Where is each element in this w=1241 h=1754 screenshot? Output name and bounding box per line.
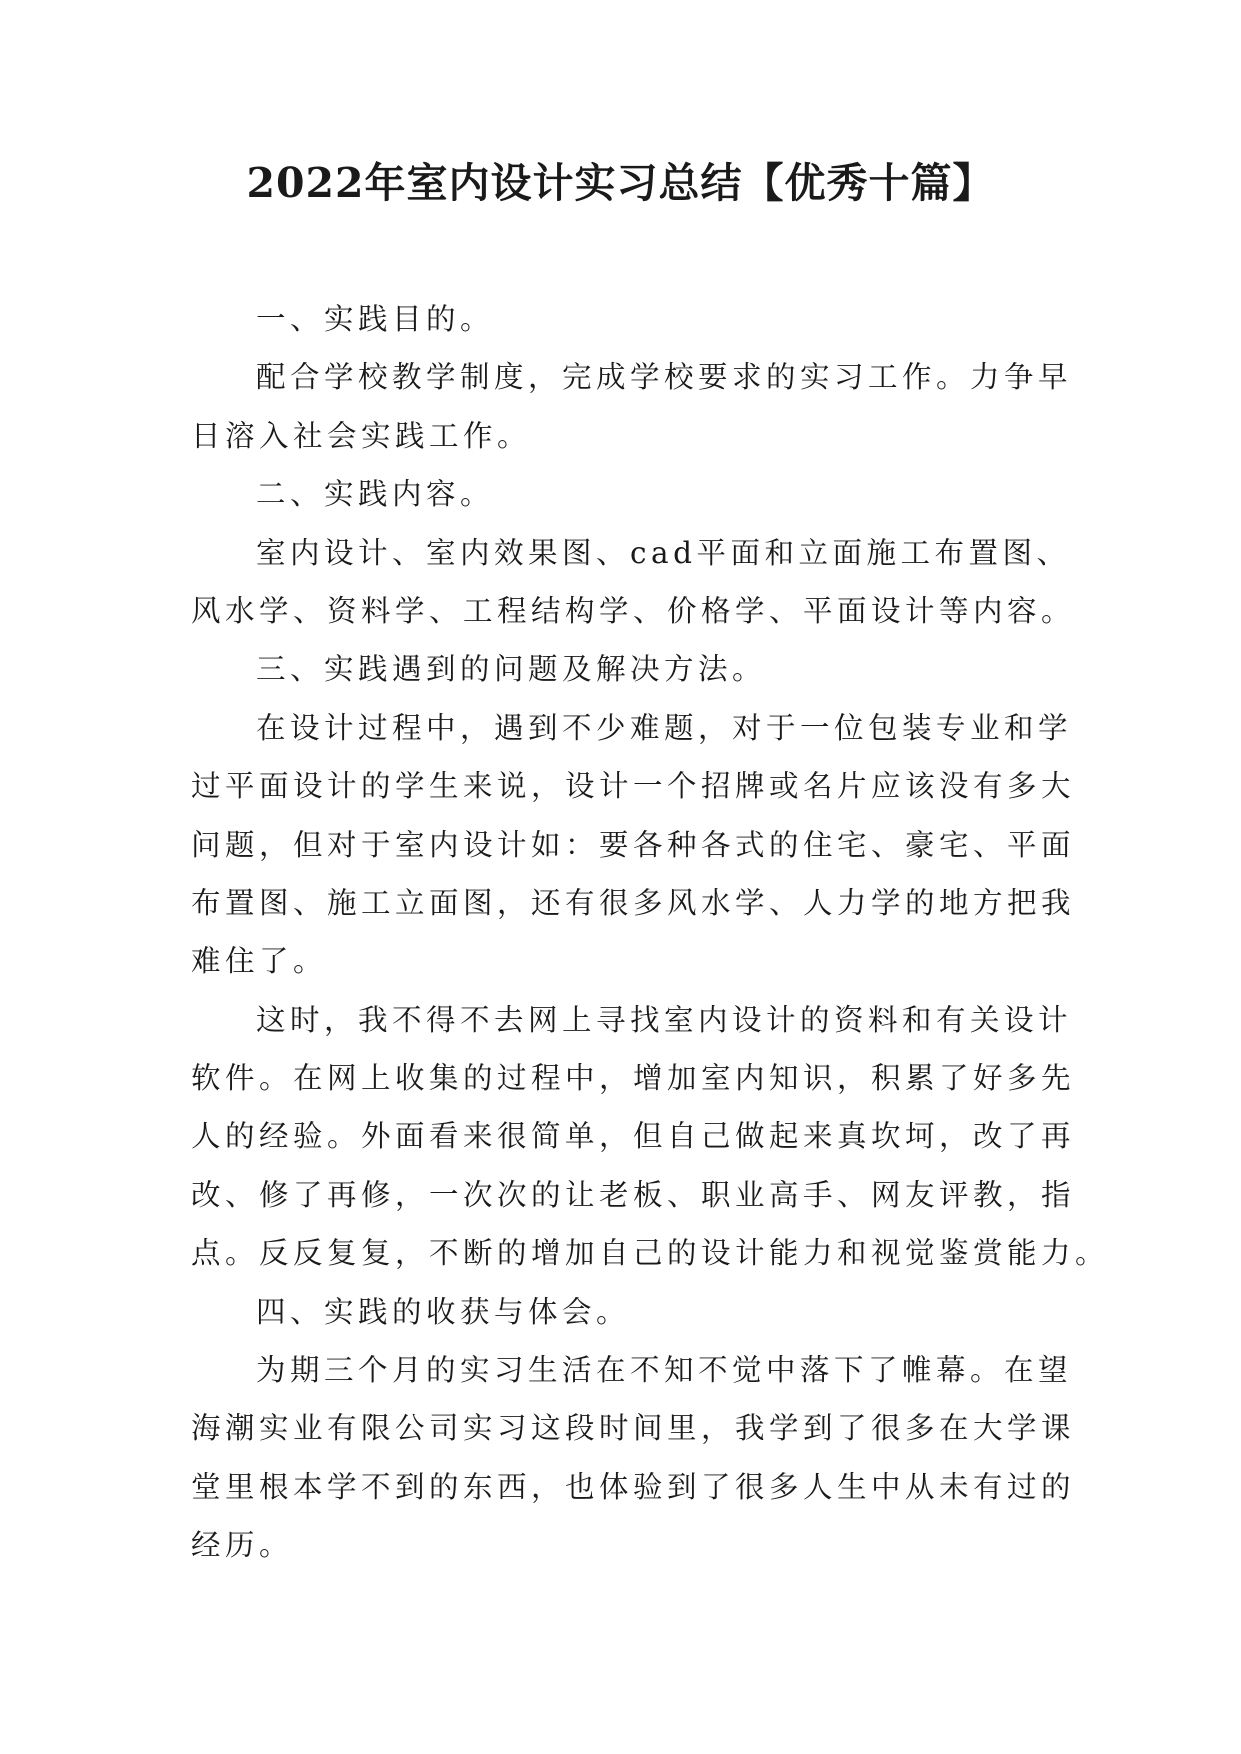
text-line: 为期三个月的实习生活在不知不觉中落下了帷幕。在望 [256, 1353, 1073, 1388]
text-line: 问题，但对于室内设计如：要各种各式的住宅、豪宅、平面 [191, 827, 1076, 862]
text-line: 在设计过程中，遇到不少难题，对于一位包装专业和学 [256, 710, 1073, 745]
text-line: 风水学、资料学、工程结构学、价格学、平面设计等内容。 [191, 593, 1076, 628]
text-line: 二、实践内容。 [256, 477, 495, 512]
text-line: 点。反反复复，不断的增加自己的设计能力和视觉鉴赏能力。 [191, 1236, 1110, 1271]
text-line: 人的经验。外面看来很简单，但自己做起来真坎坷，改了再 [191, 1119, 1076, 1154]
text-line: 布置图、施工立面图，还有很多风水学、人力学的地方把我 [191, 885, 1076, 920]
text-line: 配合学校教学制度，完成学校要求的实习工作。力争早 [256, 360, 1073, 395]
text-line: 难住了。 [191, 944, 328, 979]
text-line: 这时，我不得不去网上寻找室内设计的资料和有关设计 [256, 1002, 1073, 1037]
text-line: 一、实践目的。 [256, 302, 495, 336]
text-line: 软件。在网上收集的过程中，增加室内知识，积累了好多先 [191, 1061, 1076, 1096]
document-body [191, 290, 1110, 1575]
text-line: 三、实践遇到的问题及解决方法。 [256, 652, 767, 687]
document-title: 2022年室内设计实习总结【优秀十篇】 [246, 159, 995, 207]
text-line: 过平面设计的学生来说，设计一个招牌或名片应该没有多大 [191, 769, 1076, 804]
text-line: 四、实践的收获与体会。 [256, 1294, 631, 1329]
text-line: 海潮实业有限公司实习这段时间里，我学到了很多在大学课 [191, 1411, 1076, 1446]
text-line: 堂里根本学不到的东西，也体验到了很多人生中从未有过的 [191, 1469, 1076, 1504]
text-line: 改、修了再修，一次次的让老板、职业高手、网友评教，指 [191, 1177, 1076, 1212]
text-line: 经历。 [191, 1528, 294, 1563]
text-line: 日溶入社会实践工作。 [191, 418, 532, 453]
text-line: 室内设计、室内效果图、cad平面和立面施工布置图、 [256, 535, 1071, 570]
